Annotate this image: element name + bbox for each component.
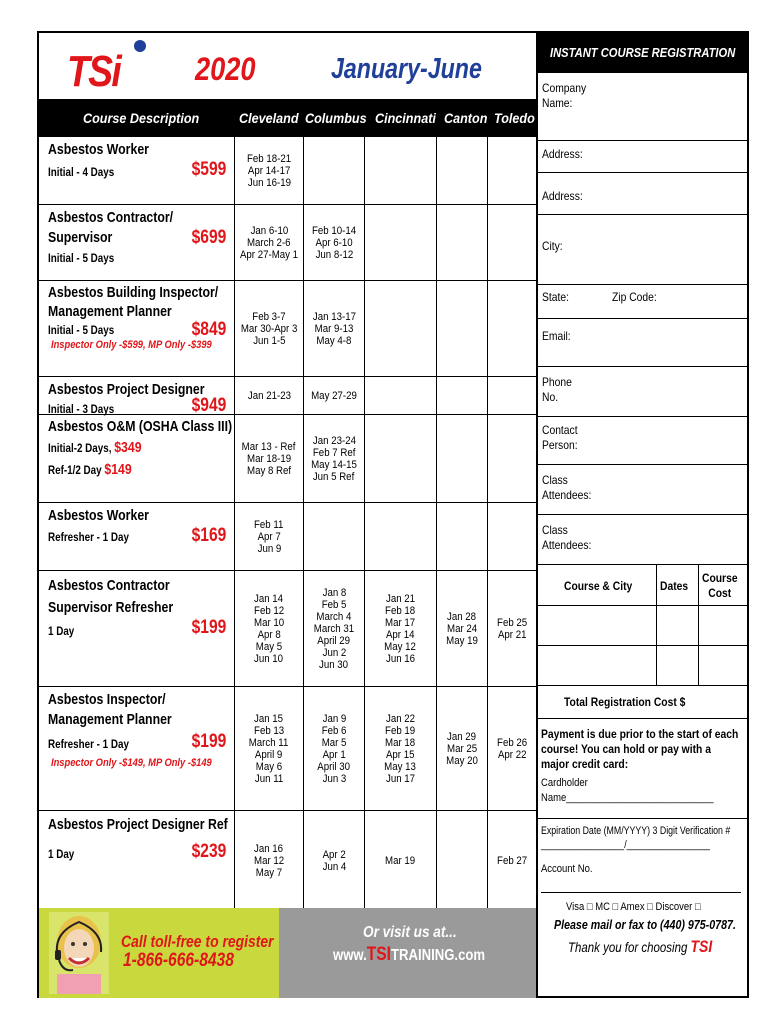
session-date: Jan 15 [254, 712, 284, 725]
session-date: Feb 27 [496, 854, 528, 867]
course-title-line2: Management Planner [48, 711, 172, 728]
session-date: Apr 14 [386, 628, 415, 641]
session-date: Jun 17 [385, 772, 416, 785]
column-header-bar [39, 99, 536, 137]
session-date: Feb 19 [385, 724, 416, 737]
course-title: Asbestos Project Designer [48, 381, 205, 398]
form-title: INSTANT COURSE REGISTRATION [550, 45, 736, 60]
schedule-year: 2020 [195, 51, 256, 87]
col-toledo: Toledo [494, 110, 535, 126]
expiration-label: Expiration Date (MM/YYYY) 3 Digit Verification # [541, 825, 731, 837]
date-cell-columbus [303, 415, 364, 502]
date-cell-columbus [303, 811, 364, 910]
session-date: Jan 23-24 [312, 434, 356, 447]
date-cell-canton [436, 415, 487, 502]
date-cell-cleveland [234, 503, 303, 570]
course-refresher-price: $149 [104, 461, 132, 478]
session-date: Jan 28 [447, 610, 477, 623]
course-duration [48, 439, 142, 456]
session-date: Apr 1 [322, 748, 346, 761]
zip-label: Zip Code: [612, 290, 657, 304]
course-duration: Initial - 5 Days [48, 323, 115, 337]
contact-person-label: Contact Person: [542, 423, 578, 452]
course-price: $699 [191, 227, 226, 248]
session-date: Mar 13 - Ref [242, 440, 296, 453]
session-date: Jun 3 [322, 772, 346, 785]
date-cell-toledo [487, 571, 536, 686]
address-field-2[interactable] [538, 173, 749, 215]
flyer-header [39, 33, 536, 99]
mail-fax-instructions: Please mail or fax to (440) 975-0787. [554, 917, 736, 932]
email-field[interactable] [538, 319, 749, 367]
class-attendees-label-1: Class Attendees: [542, 473, 592, 502]
date-cell-cincinnati [364, 137, 436, 204]
session-date: Jan 29 [447, 730, 477, 743]
session-date: Mar 12 [253, 854, 285, 867]
session-date: Jan 14 [254, 592, 284, 605]
state-zip-field[interactable] [538, 285, 749, 319]
session-date: Feb 11 [254, 518, 284, 531]
contact-person-field[interactable] [538, 417, 749, 465]
date-cell-columbus [303, 281, 364, 376]
course-description-cell [39, 811, 234, 910]
session-date: Jun 5 Ref [313, 470, 355, 483]
course-description-cell [39, 503, 234, 570]
course-title: Asbestos Worker [48, 507, 149, 524]
course-duration: Initial - 3 Days [48, 402, 115, 416]
course-title: Asbestos Building Inspector/ [48, 284, 219, 301]
url-prefix: www. [333, 947, 367, 964]
course-entry-row-2[interactable] [538, 645, 749, 685]
course-price: $199 [191, 617, 226, 638]
expiration-field[interactable] [538, 819, 749, 859]
course-row [39, 571, 536, 687]
session-date: Mar 25 [446, 742, 478, 755]
class-attendees-field-1[interactable] [538, 465, 749, 515]
form-header [538, 33, 749, 73]
col-course-description: Course Description [83, 110, 200, 126]
payment-section [538, 719, 749, 819]
course-duration: 1 Day [48, 624, 75, 638]
col-course-city: Course & City [564, 579, 633, 593]
thank-you-text: Thank you for choosing [568, 939, 688, 955]
course-title-line2: Supervisor Refresher [48, 599, 174, 616]
session-date: Feb 18-21 [246, 152, 292, 165]
date-cell-cincinnati [364, 415, 436, 502]
url-suffix: TRAINING.com [391, 947, 486, 964]
company-name-label: Company Name: [542, 81, 587, 110]
session-date: Jan 16 [254, 842, 284, 855]
phone-label: Phone No. [542, 375, 572, 404]
session-date: Apr 22 [497, 748, 527, 761]
card-type-section [538, 899, 749, 998]
session-date: Mar 10 [253, 616, 285, 629]
session-date: Feb 12 [253, 604, 285, 617]
date-cell-canton [436, 811, 487, 910]
date-cell-cincinnati [364, 503, 436, 570]
date-cell-toledo [487, 687, 536, 810]
session-date: May 20 [446, 754, 478, 767]
date-cell-columbus [303, 205, 364, 280]
date-cell-cleveland [234, 137, 303, 204]
course-description-cell [39, 687, 234, 810]
session-date: Mar 24 [446, 622, 478, 635]
total-cost-field[interactable] [538, 685, 749, 719]
date-cell-cincinnati [364, 571, 436, 686]
session-date: March 2-6 [247, 236, 291, 249]
cardholder-name-field[interactable]: Cardholder Name____________________________ [541, 777, 714, 804]
date-cell-toledo [487, 503, 536, 570]
date-cell-cleveland [234, 377, 303, 414]
course-selection-table [538, 565, 749, 685]
course-title: Asbestos Contractor [48, 577, 170, 594]
session-date: May 8 Ref [246, 464, 292, 477]
registration-form [536, 33, 747, 998]
tsi-logo: TSi [67, 47, 121, 96]
session-date: Jun 8-12 [315, 248, 353, 261]
course-row [39, 137, 536, 205]
course-row [39, 811, 536, 911]
course-row [39, 503, 536, 571]
course-entry-row-1[interactable] [538, 605, 749, 645]
course-description-cell [39, 137, 234, 204]
payment-note: Payment is due prior to the start of each course! You can hold or pay with a major credit card: [541, 727, 739, 771]
course-price: $349 [114, 439, 142, 456]
date-cell-toledo [487, 415, 536, 502]
expiration-line: _________________/_________________ [541, 839, 710, 851]
date-cell-cincinnati [364, 281, 436, 376]
call-label: Call toll-free to register [121, 932, 274, 951]
thank-you-brand: TSI [690, 937, 713, 956]
session-date: March 31 [313, 622, 355, 635]
date-cell-columbus [303, 377, 364, 414]
session-date: Apr 27-May 1 [239, 248, 299, 261]
call-panel[interactable] [39, 908, 279, 998]
session-date: April 30 [317, 760, 351, 773]
course-title: Asbestos Contractor/ [48, 209, 174, 226]
session-date: Mar 30-Apr 3 [240, 322, 298, 335]
course-refresher-duration [48, 461, 132, 478]
session-date: May 13 [384, 760, 417, 773]
session-date: Feb 18 [385, 604, 416, 617]
website-panel [279, 908, 536, 998]
total-cost-label: Total Registration Cost $ [564, 695, 686, 709]
operator-photo-icon [49, 912, 109, 994]
course-row [39, 377, 536, 415]
col-dates: Dates [660, 579, 689, 593]
session-date: Jan 13-17 [312, 310, 356, 323]
session-date: May 12 [384, 640, 417, 653]
course-price: $949 [191, 395, 226, 416]
course-duration: Initial - 5 Days [48, 251, 115, 265]
session-date: Jun 30 [319, 658, 349, 671]
date-cell-cleveland [234, 811, 303, 910]
url-brand: TSI [366, 944, 392, 965]
date-cell-cleveland [234, 571, 303, 686]
session-date: Apr 6-10 [315, 236, 353, 249]
session-date: Feb 26 [496, 736, 528, 749]
date-cell-cleveland [234, 415, 303, 502]
session-date: Jun 11 [254, 772, 284, 785]
class-attendees-label-2: Class Attendees: [542, 523, 592, 552]
phone-field[interactable] [538, 367, 749, 417]
session-date: Mar 19 [385, 854, 416, 867]
date-cell-canton [436, 205, 487, 280]
city-label: City: [542, 239, 563, 253]
session-date: May 27-29 [311, 389, 357, 402]
session-date: March 11 [249, 736, 289, 749]
visit-label: Or visit us at... [363, 924, 457, 941]
address-label-2: Address: [542, 189, 583, 203]
session-date: Apr 8 [257, 628, 281, 641]
course-title-line2: Supervisor [48, 229, 113, 246]
session-date: Jun 4 [322, 860, 346, 873]
date-cell-cincinnati [364, 205, 436, 280]
course-price: $849 [191, 319, 226, 340]
course-duration: Refresher - 1 Day [48, 737, 129, 751]
date-cell-canton [436, 687, 487, 810]
course-duration: Initial - 4 Days [48, 165, 115, 179]
date-cell-toledo [487, 137, 536, 204]
session-date: May 6 [255, 760, 283, 773]
session-date: Apr 15 [386, 748, 415, 761]
course-price: $169 [191, 525, 226, 546]
website-link[interactable] [333, 944, 485, 966]
course-title: Asbestos Project Designer Ref [48, 816, 228, 833]
session-date: Jan 8 [322, 586, 346, 599]
schedule-period: January-June [331, 53, 482, 85]
date-cell-canton [436, 571, 487, 686]
course-refresher-text: Ref-1/2 Day [48, 463, 102, 477]
session-date: Feb 7 Ref [312, 446, 356, 459]
registration-flyer [37, 31, 749, 998]
session-date: Apr 14-17 [247, 164, 291, 177]
session-date: Jun 2 [322, 646, 346, 659]
course-price-note: Inspector Only -$599, MP Only -$399 [51, 339, 212, 351]
session-date: Mar 17 [385, 616, 416, 629]
session-date: Apr 7 [257, 530, 281, 543]
account-number-field[interactable] [538, 859, 749, 899]
city-field[interactable] [538, 215, 749, 285]
session-date: Mar 18-19 [246, 452, 292, 465]
session-date: Feb 13 [253, 724, 285, 737]
course-title-line2: Management Planner [48, 303, 172, 320]
date-cell-toledo [487, 377, 536, 414]
session-date: Jun 1-5 [252, 334, 286, 347]
course-row [39, 415, 536, 503]
session-date: Jun 10 [254, 652, 284, 665]
course-row [39, 281, 536, 377]
date-cell-toledo [487, 811, 536, 910]
session-date: May 7 [255, 866, 283, 879]
session-date: May 19 [446, 634, 478, 647]
session-date: Jan 9 [322, 712, 346, 725]
session-date: May 5 [255, 640, 283, 653]
session-date: Feb 5 [321, 598, 347, 611]
date-cell-cincinnati [364, 377, 436, 414]
course-price: $239 [191, 841, 226, 862]
course-price: $199 [191, 731, 226, 752]
session-date: Feb 10-14 [311, 224, 357, 237]
course-description-cell [39, 205, 234, 280]
date-cell-cleveland [234, 281, 303, 376]
session-date: March 4 [316, 610, 352, 623]
session-date: Jun 9 [257, 542, 281, 555]
course-price-note: Inspector Only -$149, MP Only -$149 [51, 757, 212, 769]
session-date: April 9 [255, 748, 283, 761]
session-date: Mar 9-13 [314, 322, 354, 335]
account-number-label: Account No. [541, 863, 593, 875]
date-cell-columbus [303, 571, 364, 686]
phone-number-link[interactable]: 1-866-666-8438 [123, 950, 234, 971]
date-cell-toledo [487, 205, 536, 280]
col-cincinnati: Cincinnati [375, 110, 436, 126]
date-cell-canton [436, 503, 487, 570]
company-name-field[interactable] [538, 73, 749, 141]
logo-dot-icon [134, 40, 146, 52]
date-cell-canton [436, 137, 487, 204]
col-canton: Canton [444, 110, 488, 126]
course-description-cell [39, 415, 234, 502]
course-description-cell [39, 377, 234, 414]
date-cell-columbus [303, 137, 364, 204]
session-date: Feb 3-7 [252, 310, 286, 323]
course-row [39, 205, 536, 281]
session-date: April 29 [317, 634, 351, 647]
session-date: Jun 16-19 [247, 176, 291, 189]
col-columbus: Columbus [305, 110, 367, 126]
col-course-cost: Course Cost [702, 571, 738, 600]
course-title: Asbestos Inspector/ [48, 691, 166, 708]
session-date: Jan 22 [385, 712, 416, 725]
course-description-cell [39, 281, 234, 376]
session-date: May 4-8 [316, 334, 352, 347]
address-field-1[interactable] [538, 141, 749, 173]
col-cleveland: Cleveland [239, 110, 299, 126]
date-cell-cincinnati [364, 811, 436, 910]
email-label: Email: [542, 329, 571, 343]
session-date: Jan 21 [385, 592, 416, 605]
address-label-1: Address: [542, 147, 583, 161]
session-date: Jan 21-23 [247, 389, 291, 402]
course-description-cell [39, 571, 234, 686]
contact-banner [39, 908, 536, 998]
course-duration-text: Initial-2 Days, [48, 441, 112, 455]
course-title: Asbestos O&M (OSHA Class III) [48, 418, 233, 435]
class-attendees-field-2[interactable] [538, 515, 749, 565]
session-date: Mar 5 [321, 736, 347, 749]
course-price: $599 [191, 159, 226, 180]
session-date: Apr 2 [322, 848, 346, 861]
session-date: Jun 16 [385, 652, 416, 665]
course-duration: Refresher - 1 Day [48, 530, 129, 544]
date-cell-columbus [303, 503, 364, 570]
date-cell-canton [436, 281, 487, 376]
session-date: Feb 25 [496, 616, 528, 629]
session-date: Apr 21 [497, 628, 527, 641]
state-label: State: [542, 290, 569, 304]
date-cell-cleveland [234, 687, 303, 810]
session-date: Jan 6-10 [250, 224, 288, 237]
date-cell-columbus [303, 687, 364, 810]
date-cell-cleveland [234, 205, 303, 280]
course-row [39, 687, 536, 811]
date-cell-canton [436, 377, 487, 414]
date-cell-cincinnati [364, 687, 436, 810]
date-cell-toledo [487, 281, 536, 376]
session-date: Feb 6 [321, 724, 347, 737]
session-date: May 14-15 [311, 458, 357, 471]
card-type-checkboxes[interactable]: Visa □ MC □ Amex □ Discover □ [566, 901, 701, 913]
session-date: Mar 18 [385, 736, 416, 749]
course-title: Asbestos Worker [48, 141, 149, 158]
course-duration: 1 Day [48, 847, 75, 861]
thank-you-line [568, 937, 712, 957]
